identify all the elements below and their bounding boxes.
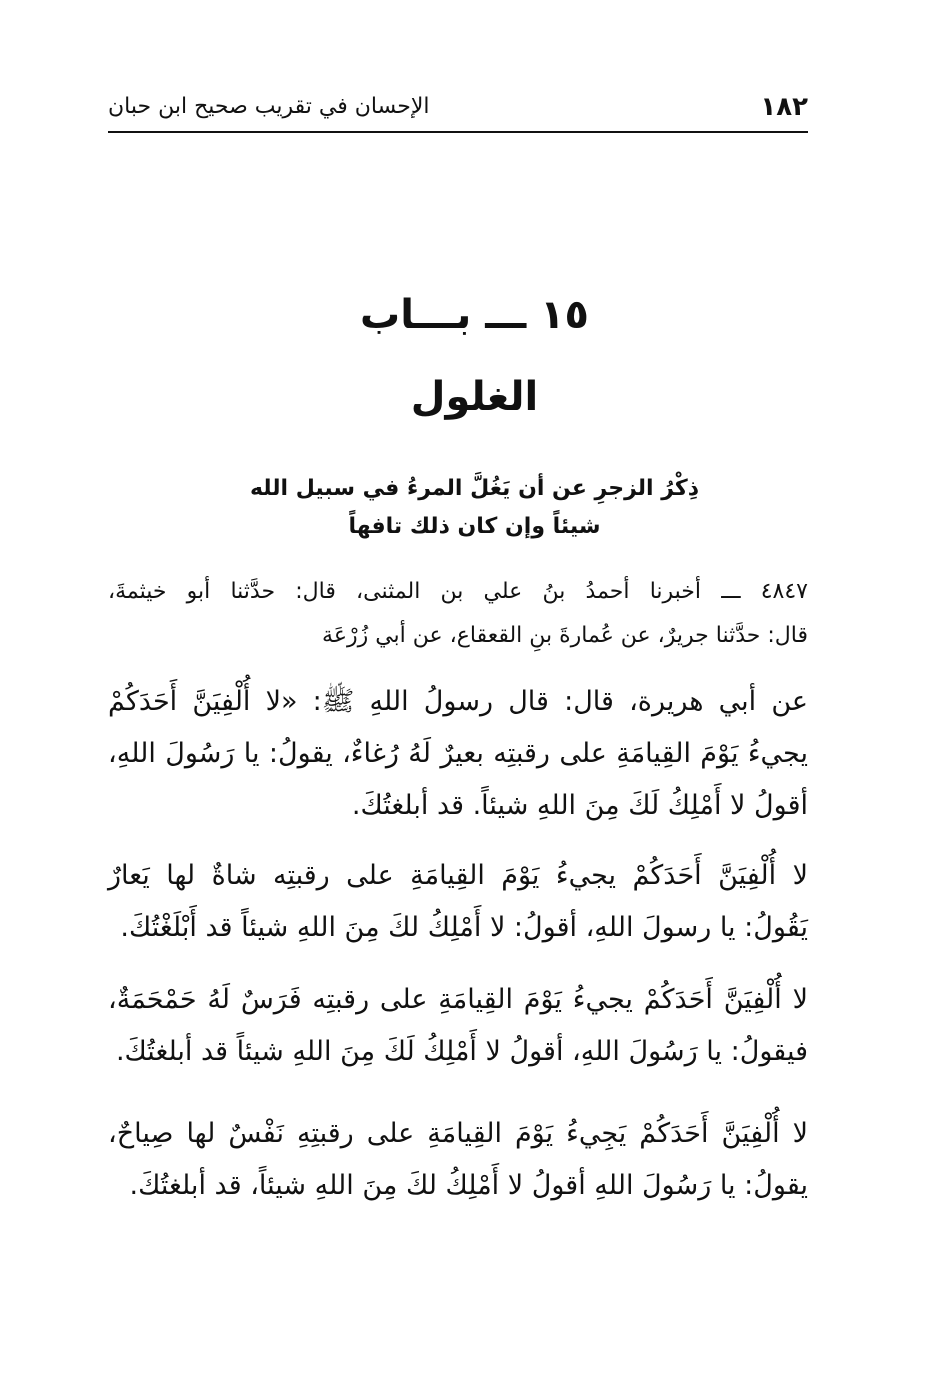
header-divider bbox=[108, 131, 808, 133]
page-number: ١٨٢ bbox=[760, 92, 808, 122]
paragraph-line: أقولُ لا أَمْلِكُ لَكَ مِنَ اللهِ شيئاً. قد أبلغتُكَ. bbox=[351, 790, 808, 821]
hadith-paragraph bbox=[108, 676, 808, 832]
isnad-line: قال: حدَّثنا جريرٌ، عن عُمارةَ بنِ القعقاع، عن أبي زُرْعَة bbox=[322, 623, 808, 648]
hadith-paragraph bbox=[108, 850, 808, 954]
hadith-isnad bbox=[108, 570, 808, 658]
paragraph-line: لا أُلْفِيَنَّ أَحَدَكُمْ يجيءُ يَوْمَ القِيامَةِ على رقبتِه شاةٌ لها يَعارٌ bbox=[108, 860, 808, 891]
running-title: الإحسان في تقريب صحيح ابن حبان bbox=[108, 94, 430, 119]
section-heading bbox=[0, 470, 949, 546]
chapter-title: الغلول bbox=[410, 374, 539, 420]
isnad-line: ٤٨٤٧ ـــ أخبرنا أحمدُ بنُ علي بن المثنى، قال: حدَّثنا أبو خيثمةَ، bbox=[108, 579, 808, 604]
paragraph-line: عن أبي هريرة، قال: قال رسولُ اللهِ ﷺ: «لا أُلْفِيَنَّ أَحَدَكُمْ bbox=[108, 686, 808, 717]
page-header bbox=[108, 88, 808, 128]
hadith-paragraph bbox=[108, 974, 808, 1078]
section-heading-line: ذِكْرُ الزجرِ عن أن يَغُلَّ المرءُ في سبيل الله bbox=[249, 476, 700, 501]
paragraph-line: يَقُولُ: يا رسولَ اللهِ، أقولُ: لا أَمْلِكُ لكَ مِنَ اللهِ شيئاً قد أَبْلَغْتُكَ. bbox=[120, 912, 808, 943]
section-heading-line: شيئاً وإن كان ذلك تافهاً bbox=[348, 514, 601, 539]
hadith-paragraph bbox=[108, 1108, 808, 1212]
paragraph-line: فيقولُ: يا رَسُولَ اللهِ، أقولُ لا أَمْلِكُ لَكَ مِنَ اللهِ شيئاً قد أبلغتُكَ. bbox=[115, 1036, 808, 1067]
chapter-heading: ١٥ ـــ بـــاب bbox=[360, 292, 589, 338]
paragraph-line: يجيءُ يَوْمَ القِيامَةِ على رقبتِه بعيرٌ لَهُ رُغاءٌ، يقولُ: يا رَسُولَ اللهِ، bbox=[108, 738, 808, 769]
paragraph-line: يقولُ: يا رَسُولَ اللهِ أقولُ لا أَمْلِكُ لكَ مِنَ اللهِ شيئاً، قد أبلغتُكَ. bbox=[129, 1170, 808, 1201]
paragraph-line: لا أُلْفِيَنَّ أَحَدَكُمْ يجيءُ يَوْمَ القِيامَةِ على رقبتِه فَرَسٌ لَهُ حَمْحَمَةٌ، bbox=[108, 984, 808, 1015]
paragraph-line: لا أُلْفِيَنَّ أَحَدَكُمْ يَجِيءُ يَوْمَ القِيامَةِ على رقبتِهِ نَفْسٌ لها صِياحٌ، bbox=[108, 1118, 808, 1149]
